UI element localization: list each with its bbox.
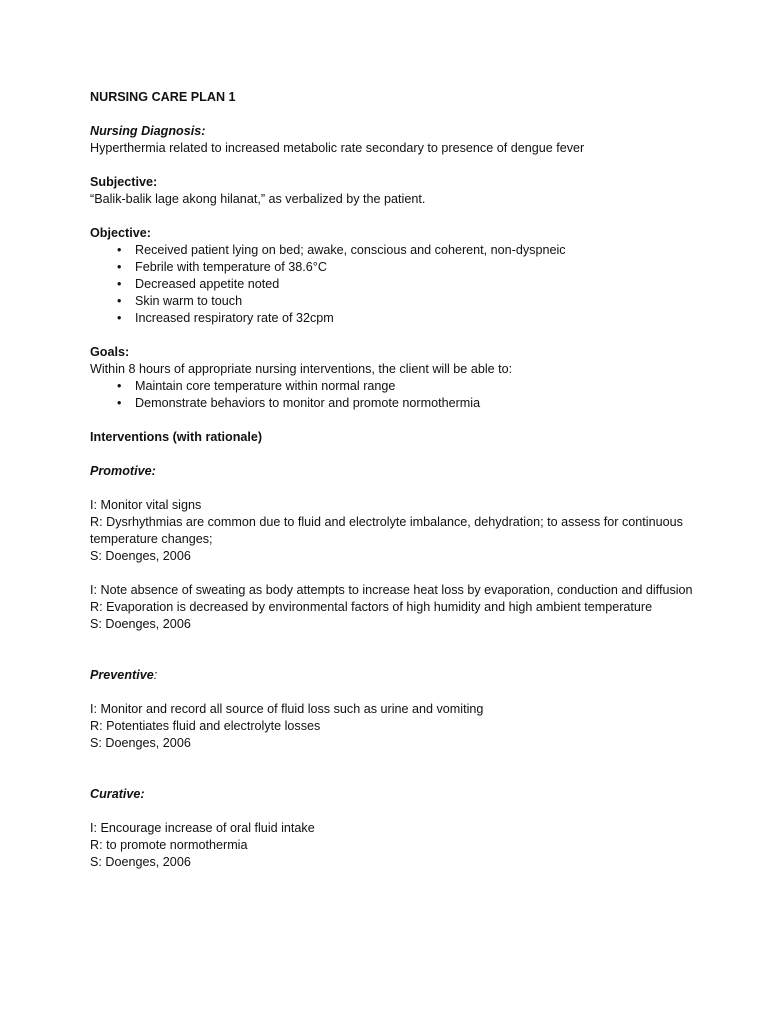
- intervention-text: I: Encourage increase of oral fluid intake: [90, 821, 315, 835]
- intervention-text: I: Note absence of sweating as body attempts to increase heat loss by evaporation, conduction and diffusion: [90, 583, 693, 597]
- goals-heading: Goals:: [90, 345, 130, 359]
- rationale-text: R: to promote normothermia: [90, 838, 248, 852]
- source-text: S: Doenges, 2006: [90, 736, 191, 750]
- rationale-text: R: Evaporation is decreased by environmental factors of high humidity and high ambient temperature: [90, 600, 653, 614]
- intervention-entry: [90, 582, 728, 633]
- source-text: S: Doenges, 2006: [90, 855, 191, 869]
- subjective-heading: Subjective:: [90, 175, 158, 189]
- interventions-section: [90, 429, 728, 446]
- list-item: • Received patient lying on bed; awake, conscious and coherent, non-dyspneic: [117, 243, 566, 257]
- promotive-section: [90, 463, 728, 633]
- objective-heading: Objective:: [90, 226, 151, 240]
- intervention-entry: [90, 820, 728, 871]
- bullet-icon: •: [117, 243, 122, 257]
- diagnosis-text: Hyperthermia related to increased metabolic rate secondary to presence of dengue fever: [90, 141, 585, 155]
- curative-heading: Curative:: [90, 787, 145, 801]
- intervention-text: I: Monitor and record all source of fluid loss such as urine and vomiting: [90, 702, 484, 716]
- bullet-icon: •: [117, 294, 122, 308]
- list-item: • Maintain core temperature within normal range: [117, 379, 396, 393]
- list-item: • Demonstrate behaviors to monitor and promote normothermia: [117, 396, 481, 410]
- diagnosis-heading: Nursing Diagnosis:: [90, 124, 206, 138]
- bullet-icon: •: [117, 311, 122, 325]
- curative-section: [90, 786, 728, 871]
- bullet-icon: •: [117, 379, 122, 393]
- preventive-heading: Preventive: [90, 668, 154, 682]
- intervention-text: I: Monitor vital signs: [90, 498, 202, 512]
- source-text: S: Doenges, 2006: [90, 549, 191, 563]
- interventions-heading: Interventions (with rationale): [90, 430, 263, 444]
- rationale-text: R: Dysrhythmias are common due to fluid and electrolyte imbalance, dehydration; to assess for continuous temperature changes;: [90, 515, 683, 546]
- goals-list: [90, 378, 728, 412]
- promotive-heading: Promotive:: [90, 464, 156, 478]
- preventive-colon: :: [153, 668, 158, 682]
- preventive-section: [90, 667, 728, 752]
- goals-section: [90, 344, 728, 412]
- list-item: • Increased respiratory rate of 32cpm: [117, 311, 334, 325]
- subjective-text: “Balik-balik lage akong hilanat,” as verbalized by the patient.: [90, 192, 426, 206]
- document-title: NURSING CARE PLAN 1: [90, 90, 236, 104]
- intervention-entry: [90, 497, 728, 565]
- intervention-entry: [90, 701, 728, 752]
- bullet-icon: •: [117, 277, 122, 291]
- list-item: • Decreased appetite noted: [117, 277, 280, 291]
- subjective-section: [90, 174, 728, 208]
- rationale-text: R: Potentiates fluid and electrolyte losses: [90, 719, 321, 733]
- preventive-heading-line: [90, 667, 728, 684]
- bullet-icon: •: [117, 260, 122, 274]
- objective-section: [90, 225, 728, 327]
- goals-intro: Within 8 hours of appropriate nursing interventions, the client will be able to:: [90, 362, 513, 376]
- source-text: S: Doenges, 2006: [90, 617, 191, 631]
- objective-list: [90, 242, 728, 327]
- diagnosis-section: [90, 123, 728, 157]
- bullet-icon: •: [117, 396, 122, 410]
- list-item: • Skin warm to touch: [117, 294, 243, 308]
- list-item: • Febrile with temperature of 38.6°C: [117, 260, 327, 274]
